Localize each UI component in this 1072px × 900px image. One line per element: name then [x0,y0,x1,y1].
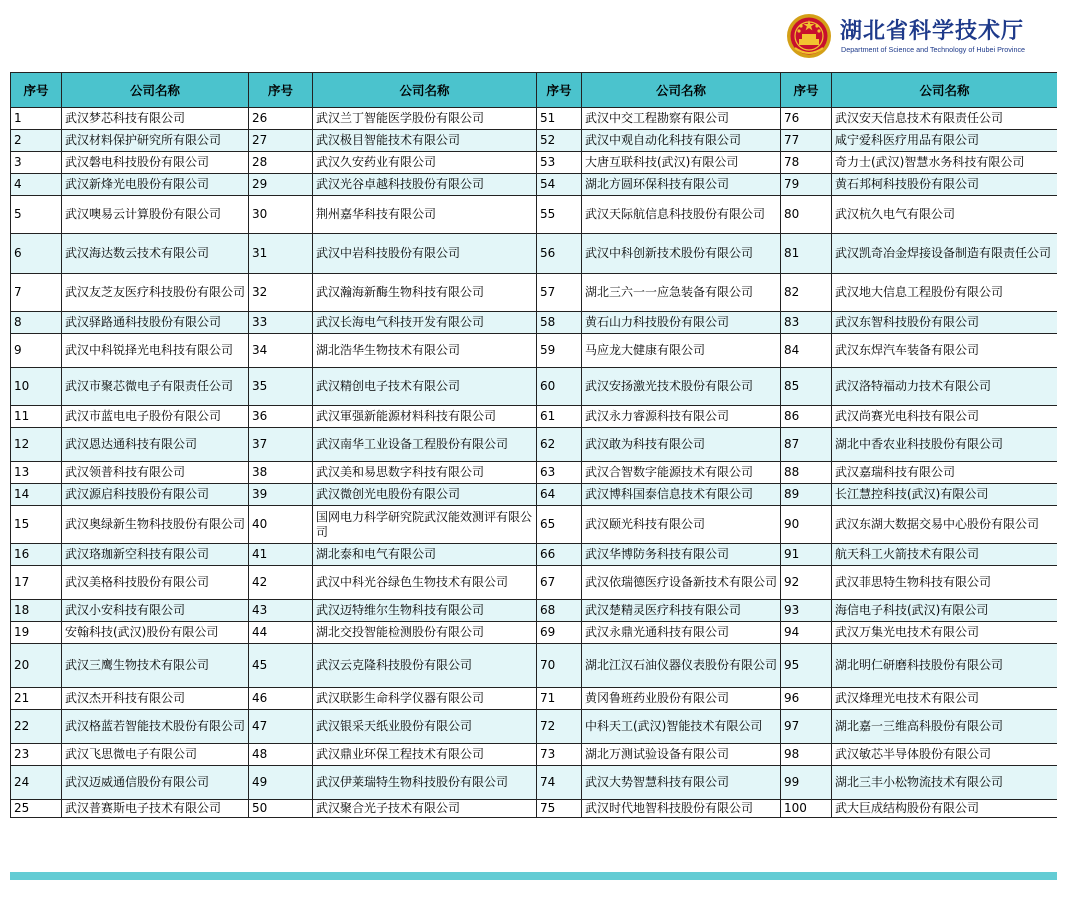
company-name-cell: 武汉友芝友医疗科技股份有限公司 [62,274,249,312]
table-row [11,766,1058,800]
table-header-row [11,73,1058,108]
company-name-cell: 武汉中科光谷绿色生物技术有限公司 [313,566,537,600]
company-name-cell: 武汉兰丁智能医学股份有限公司 [313,108,537,130]
company-name-cell: 武大巨成结构股份有限公司 [832,800,1058,818]
row-index-cell: 45 [249,644,313,688]
company-name-cell: 武汉南华工业设备工程股份有限公司 [313,428,537,462]
company-name-cell: 黄石山力科技股份有限公司 [582,312,781,334]
company-name-cell: 武汉三鹰生物技术有限公司 [62,644,249,688]
column-header-company: 公司名称 [62,73,249,108]
company-name-cell: 武汉格蓝若智能技术股份有限公司 [62,710,249,744]
company-name-cell: 国网电力科学研究院武汉能效测评有限公司 [313,506,537,544]
row-index-cell: 68 [537,600,582,622]
company-name-cell: 武汉普赛斯电子技术有限公司 [62,800,249,818]
table-row [11,406,1058,428]
row-index-cell: 74 [537,766,582,800]
row-index-cell: 48 [249,744,313,766]
row-index-cell: 78 [781,152,832,174]
company-name-cell: 武汉东智科技股份有限公司 [832,312,1058,334]
company-name-cell: 武汉依瑞德医疗设备新技术有限公司 [582,566,781,600]
table-row [11,428,1058,462]
row-index-cell: 2 [11,130,62,152]
company-name-cell: 武汉梦芯科技有限公司 [62,108,249,130]
row-index-cell: 6 [11,234,62,274]
row-index-cell: 43 [249,600,313,622]
row-index-cell: 66 [537,544,582,566]
row-index-cell: 81 [781,234,832,274]
company-name-cell: 武汉杭久电气有限公司 [832,196,1058,234]
company-name-cell: 武汉尚赛光电科技有限公司 [832,406,1058,428]
row-index-cell: 29 [249,174,313,196]
company-name-cell: 湖北交投智能检测股份有限公司 [313,622,537,644]
company-name-cell: 奇力士(武汉)智慧水务科技有限公司 [832,152,1058,174]
row-index-cell: 5 [11,196,62,234]
row-index-cell: 46 [249,688,313,710]
company-name-cell: 武汉海达数云技术有限公司 [62,234,249,274]
column-header-index: 序号 [781,73,832,108]
table-row [11,130,1058,152]
row-index-cell: 86 [781,406,832,428]
table-row [11,108,1058,130]
company-name-cell: 武汉万集光电技术有限公司 [832,622,1058,644]
company-name-cell: 长江慧控科技(武汉)有限公司 [832,484,1058,506]
row-index-cell: 53 [537,152,582,174]
company-name-cell: 湖北万测试验设备有限公司 [582,744,781,766]
company-name-cell: 湖北中香农业科技股份有限公司 [832,428,1058,462]
row-index-cell: 60 [537,368,582,406]
company-name-cell: 武汉中科创新技术股份有限公司 [582,234,781,274]
company-name-cell: 武汉軍强新能源材料科技有限公司 [313,406,537,428]
row-index-cell: 71 [537,688,582,710]
company-name-cell: 武汉安扬激光技术股份有限公司 [582,368,781,406]
row-index-cell: 84 [781,334,832,368]
row-index-cell: 40 [249,506,313,544]
row-index-cell: 24 [11,766,62,800]
company-name-cell: 武汉大势智慧科技有限公司 [582,766,781,800]
row-index-cell: 85 [781,368,832,406]
row-index-cell: 59 [537,334,582,368]
company-name-cell: 湖北三六一一应急装备有限公司 [582,274,781,312]
column-header-index: 序号 [11,73,62,108]
row-index-cell: 16 [11,544,62,566]
table-row [11,710,1058,744]
row-index-cell: 69 [537,622,582,644]
table-row [11,274,1058,312]
company-name-cell: 武汉聚合光子技术有限公司 [313,800,537,818]
table-row [11,174,1058,196]
company-name-cell: 武汉美和易思数字科技有限公司 [313,462,537,484]
company-name-cell: 武汉奥绿新生物科技股份有限公司 [62,506,249,544]
company-name-cell: 黄石邦柯科技股份有限公司 [832,174,1058,196]
row-index-cell: 19 [11,622,62,644]
table-row [11,688,1058,710]
table-row [11,462,1058,484]
row-index-cell: 14 [11,484,62,506]
company-name-cell: 武汉领普科技有限公司 [62,462,249,484]
row-index-cell: 89 [781,484,832,506]
row-index-cell: 90 [781,506,832,544]
row-index-cell: 23 [11,744,62,766]
company-name-cell: 武汉迈特维尔生物科技有限公司 [313,600,537,622]
company-table [10,72,1057,818]
company-name-cell: 武汉瀚海新酶生物科技有限公司 [313,274,537,312]
company-name-cell: 武汉永鼎光通科技有限公司 [582,622,781,644]
department-title: 湖北省科学技术厅 [840,18,1025,44]
company-name-cell: 武汉长海电气科技开发有限公司 [313,312,537,334]
row-index-cell: 38 [249,462,313,484]
row-index-cell: 18 [11,600,62,622]
company-name-cell: 武汉时代地智科技股份有限公司 [582,800,781,818]
company-name-cell: 武汉安天信息技术有限责任公司 [832,108,1058,130]
company-name-cell: 武汉天际航信息科技股份有限公司 [582,196,781,234]
row-index-cell: 62 [537,428,582,462]
company-name-cell: 武汉驿路通科技股份有限公司 [62,312,249,334]
row-index-cell: 10 [11,368,62,406]
row-index-cell: 42 [249,566,313,600]
company-name-cell: 武汉中岩科技股份有限公司 [313,234,537,274]
company-name-cell: 湖北嘉一三维高科股份有限公司 [832,710,1058,744]
table-bottom-bar [10,872,1057,880]
table-row [11,196,1058,234]
company-name-cell: 武汉颐光科技有限公司 [582,506,781,544]
row-index-cell: 64 [537,484,582,506]
company-name-cell: 武汉美格科技股份有限公司 [62,566,249,600]
row-index-cell: 72 [537,710,582,744]
company-name-cell: 武汉市聚芯微电子有限责任公司 [62,368,249,406]
company-name-cell: 武汉敏芯半导体股份有限公司 [832,744,1058,766]
row-index-cell: 36 [249,406,313,428]
company-name-cell: 中科天工(武汉)智能技术有限公司 [582,710,781,744]
row-index-cell: 20 [11,644,62,688]
row-index-cell: 17 [11,566,62,600]
column-header-company: 公司名称 [832,73,1058,108]
company-name-cell: 武汉磐电科技股份有限公司 [62,152,249,174]
table-body [11,108,1058,818]
row-index-cell: 35 [249,368,313,406]
row-index-cell: 70 [537,644,582,688]
row-index-cell: 15 [11,506,62,544]
company-name-cell: 武汉博科国泰信息技术有限公司 [582,484,781,506]
row-index-cell: 63 [537,462,582,484]
row-index-cell: 96 [781,688,832,710]
company-name-cell: 武汉精创电子技术有限公司 [313,368,537,406]
table-row [11,600,1058,622]
row-index-cell: 100 [781,800,832,818]
company-table-container [10,72,1057,880]
company-name-cell: 武汉中科锐择光电科技有限公司 [62,334,249,368]
company-name-cell: 武汉中观自动化科技有限公司 [582,130,781,152]
table-row [11,484,1058,506]
row-index-cell: 93 [781,600,832,622]
company-name-cell: 武汉东湖大数据交易中心股份有限公司 [832,506,1058,544]
row-index-cell: 98 [781,744,832,766]
row-index-cell: 97 [781,710,832,744]
company-name-cell: 武汉地大信息工程股份有限公司 [832,274,1058,312]
row-index-cell: 8 [11,312,62,334]
row-index-cell: 44 [249,622,313,644]
table-row [11,622,1058,644]
row-index-cell: 9 [11,334,62,368]
company-name-cell: 武汉洛特福动力技术有限公司 [832,368,1058,406]
row-index-cell: 37 [249,428,313,462]
row-index-cell: 31 [249,234,313,274]
company-name-cell: 武汉恩达通科技有限公司 [62,428,249,462]
column-header-index: 序号 [537,73,582,108]
column-header-company: 公司名称 [313,73,537,108]
company-name-cell: 湖北浩华生物技术有限公司 [313,334,537,368]
company-name-cell: 武汉珞珈新空科技有限公司 [62,544,249,566]
row-index-cell: 12 [11,428,62,462]
page-header [0,0,1072,72]
row-index-cell: 30 [249,196,313,234]
row-index-cell: 1 [11,108,62,130]
row-index-cell: 83 [781,312,832,334]
company-name-cell: 武汉伊莱瑞特生物科技股份有限公司 [313,766,537,800]
company-name-cell: 武汉微创光电股份有限公司 [313,484,537,506]
table-row [11,566,1058,600]
company-name-cell: 武汉新烽光电股份有限公司 [62,174,249,196]
company-name-cell: 咸宁爱科医疗用品有限公司 [832,130,1058,152]
row-index-cell: 80 [781,196,832,234]
company-name-cell: 武汉华博防务科技有限公司 [582,544,781,566]
company-name-cell: 武汉楚精灵医疗科技有限公司 [582,600,781,622]
row-index-cell: 34 [249,334,313,368]
company-name-cell: 武汉联影生命科学仪器有限公司 [313,688,537,710]
row-index-cell: 77 [781,130,832,152]
row-index-cell: 26 [249,108,313,130]
company-name-cell: 武汉迈威通信股份有限公司 [62,766,249,800]
company-name-cell: 武汉东焊汽车装备有限公司 [832,334,1058,368]
table-row [11,644,1058,688]
company-name-cell: 安翰科技(武汉)股份有限公司 [62,622,249,644]
row-index-cell: 11 [11,406,62,428]
row-index-cell: 91 [781,544,832,566]
department-subtitle: Department of Science and Technology of Hubei Province [841,45,1026,54]
row-index-cell: 92 [781,566,832,600]
row-index-cell: 52 [537,130,582,152]
company-name-cell: 湖北明仁研磨科技股份有限公司 [832,644,1058,688]
row-index-cell: 22 [11,710,62,744]
company-name-cell: 武汉烽理光电技术有限公司 [832,688,1058,710]
row-index-cell: 65 [537,506,582,544]
row-index-cell: 27 [249,130,313,152]
row-index-cell: 87 [781,428,832,462]
row-index-cell: 58 [537,312,582,334]
row-index-cell: 57 [537,274,582,312]
column-header-company: 公司名称 [582,73,781,108]
row-index-cell: 3 [11,152,62,174]
company-name-cell: 武汉久安药业有限公司 [313,152,537,174]
company-name-cell: 武汉光谷卓越科技股份有限公司 [313,174,537,196]
row-index-cell: 47 [249,710,313,744]
company-name-cell: 武汉小安科技有限公司 [62,600,249,622]
company-name-cell: 荆州嘉华科技有限公司 [313,196,537,234]
row-index-cell: 82 [781,274,832,312]
row-index-cell: 61 [537,406,582,428]
row-index-cell: 25 [11,800,62,818]
table-row [11,152,1058,174]
national-emblem-icon [786,12,832,60]
company-name-cell: 马应龙大健康有限公司 [582,334,781,368]
table-row [11,800,1058,818]
row-index-cell: 41 [249,544,313,566]
company-name-cell: 海信电子科技(武汉)有限公司 [832,600,1058,622]
table-row [11,544,1058,566]
row-index-cell: 4 [11,174,62,196]
row-index-cell: 56 [537,234,582,274]
row-index-cell: 95 [781,644,832,688]
company-name-cell: 湖北江汉石油仪器仪表股份有限公司 [582,644,781,688]
company-name-cell: 武汉噢易云计算股份有限公司 [62,196,249,234]
company-name-cell: 武汉极目智能技术有限公司 [313,130,537,152]
table-row [11,312,1058,334]
company-name-cell: 武汉鼎业环保工程技术有限公司 [313,744,537,766]
row-index-cell: 99 [781,766,832,800]
row-index-cell: 76 [781,108,832,130]
row-index-cell: 79 [781,174,832,196]
row-index-cell: 94 [781,622,832,644]
row-index-cell: 54 [537,174,582,196]
company-name-cell: 武汉材料保护研究所有限公司 [62,130,249,152]
row-index-cell: 7 [11,274,62,312]
row-index-cell: 51 [537,108,582,130]
row-index-cell: 33 [249,312,313,334]
company-name-cell: 武汉源启科技股份有限公司 [62,484,249,506]
row-index-cell: 28 [249,152,313,174]
row-index-cell: 50 [249,800,313,818]
company-name-cell: 湖北方圆环保科技有限公司 [582,174,781,196]
row-index-cell: 55 [537,196,582,234]
company-name-cell: 武汉永力睿源科技有限公司 [582,406,781,428]
company-name-cell: 湖北三丰小松物流技术有限公司 [832,766,1058,800]
row-index-cell: 32 [249,274,313,312]
column-header-index: 序号 [249,73,313,108]
row-index-cell: 13 [11,462,62,484]
company-name-cell: 武汉敢为科技有限公司 [582,428,781,462]
row-index-cell: 88 [781,462,832,484]
table-row [11,334,1058,368]
table-row [11,744,1058,766]
company-name-cell: 武汉菲思特生物科技有限公司 [832,566,1058,600]
company-name-cell: 武汉合智数字能源技术有限公司 [582,462,781,484]
company-name-cell: 武汉市蓝电电子股份有限公司 [62,406,249,428]
row-index-cell: 73 [537,744,582,766]
company-name-cell: 大唐互联科技(武汉)有限公司 [582,152,781,174]
company-name-cell: 黄冈鲁班药业股份有限公司 [582,688,781,710]
company-name-cell: 武汉飞思微电子有限公司 [62,744,249,766]
table-row [11,234,1058,274]
row-index-cell: 21 [11,688,62,710]
table-row [11,506,1058,544]
table-row [11,368,1058,406]
company-name-cell: 航天科工火箭技术有限公司 [832,544,1058,566]
company-name-cell: 武汉凯奇冶金焊接设备制造有限责任公司 [832,234,1058,274]
row-index-cell: 39 [249,484,313,506]
company-name-cell: 湖北泰和电气有限公司 [313,544,537,566]
company-name-cell: 武汉嘉瑞科技有限公司 [832,462,1058,484]
company-name-cell: 武汉银采天纸业股份有限公司 [313,710,537,744]
row-index-cell: 67 [537,566,582,600]
company-name-cell: 武汉杰开科技有限公司 [62,688,249,710]
row-index-cell: 49 [249,766,313,800]
company-name-cell: 武汉云克隆科技股份有限公司 [313,644,537,688]
row-index-cell: 75 [537,800,582,818]
company-name-cell: 武汉中交工程勘察有限公司 [582,108,781,130]
